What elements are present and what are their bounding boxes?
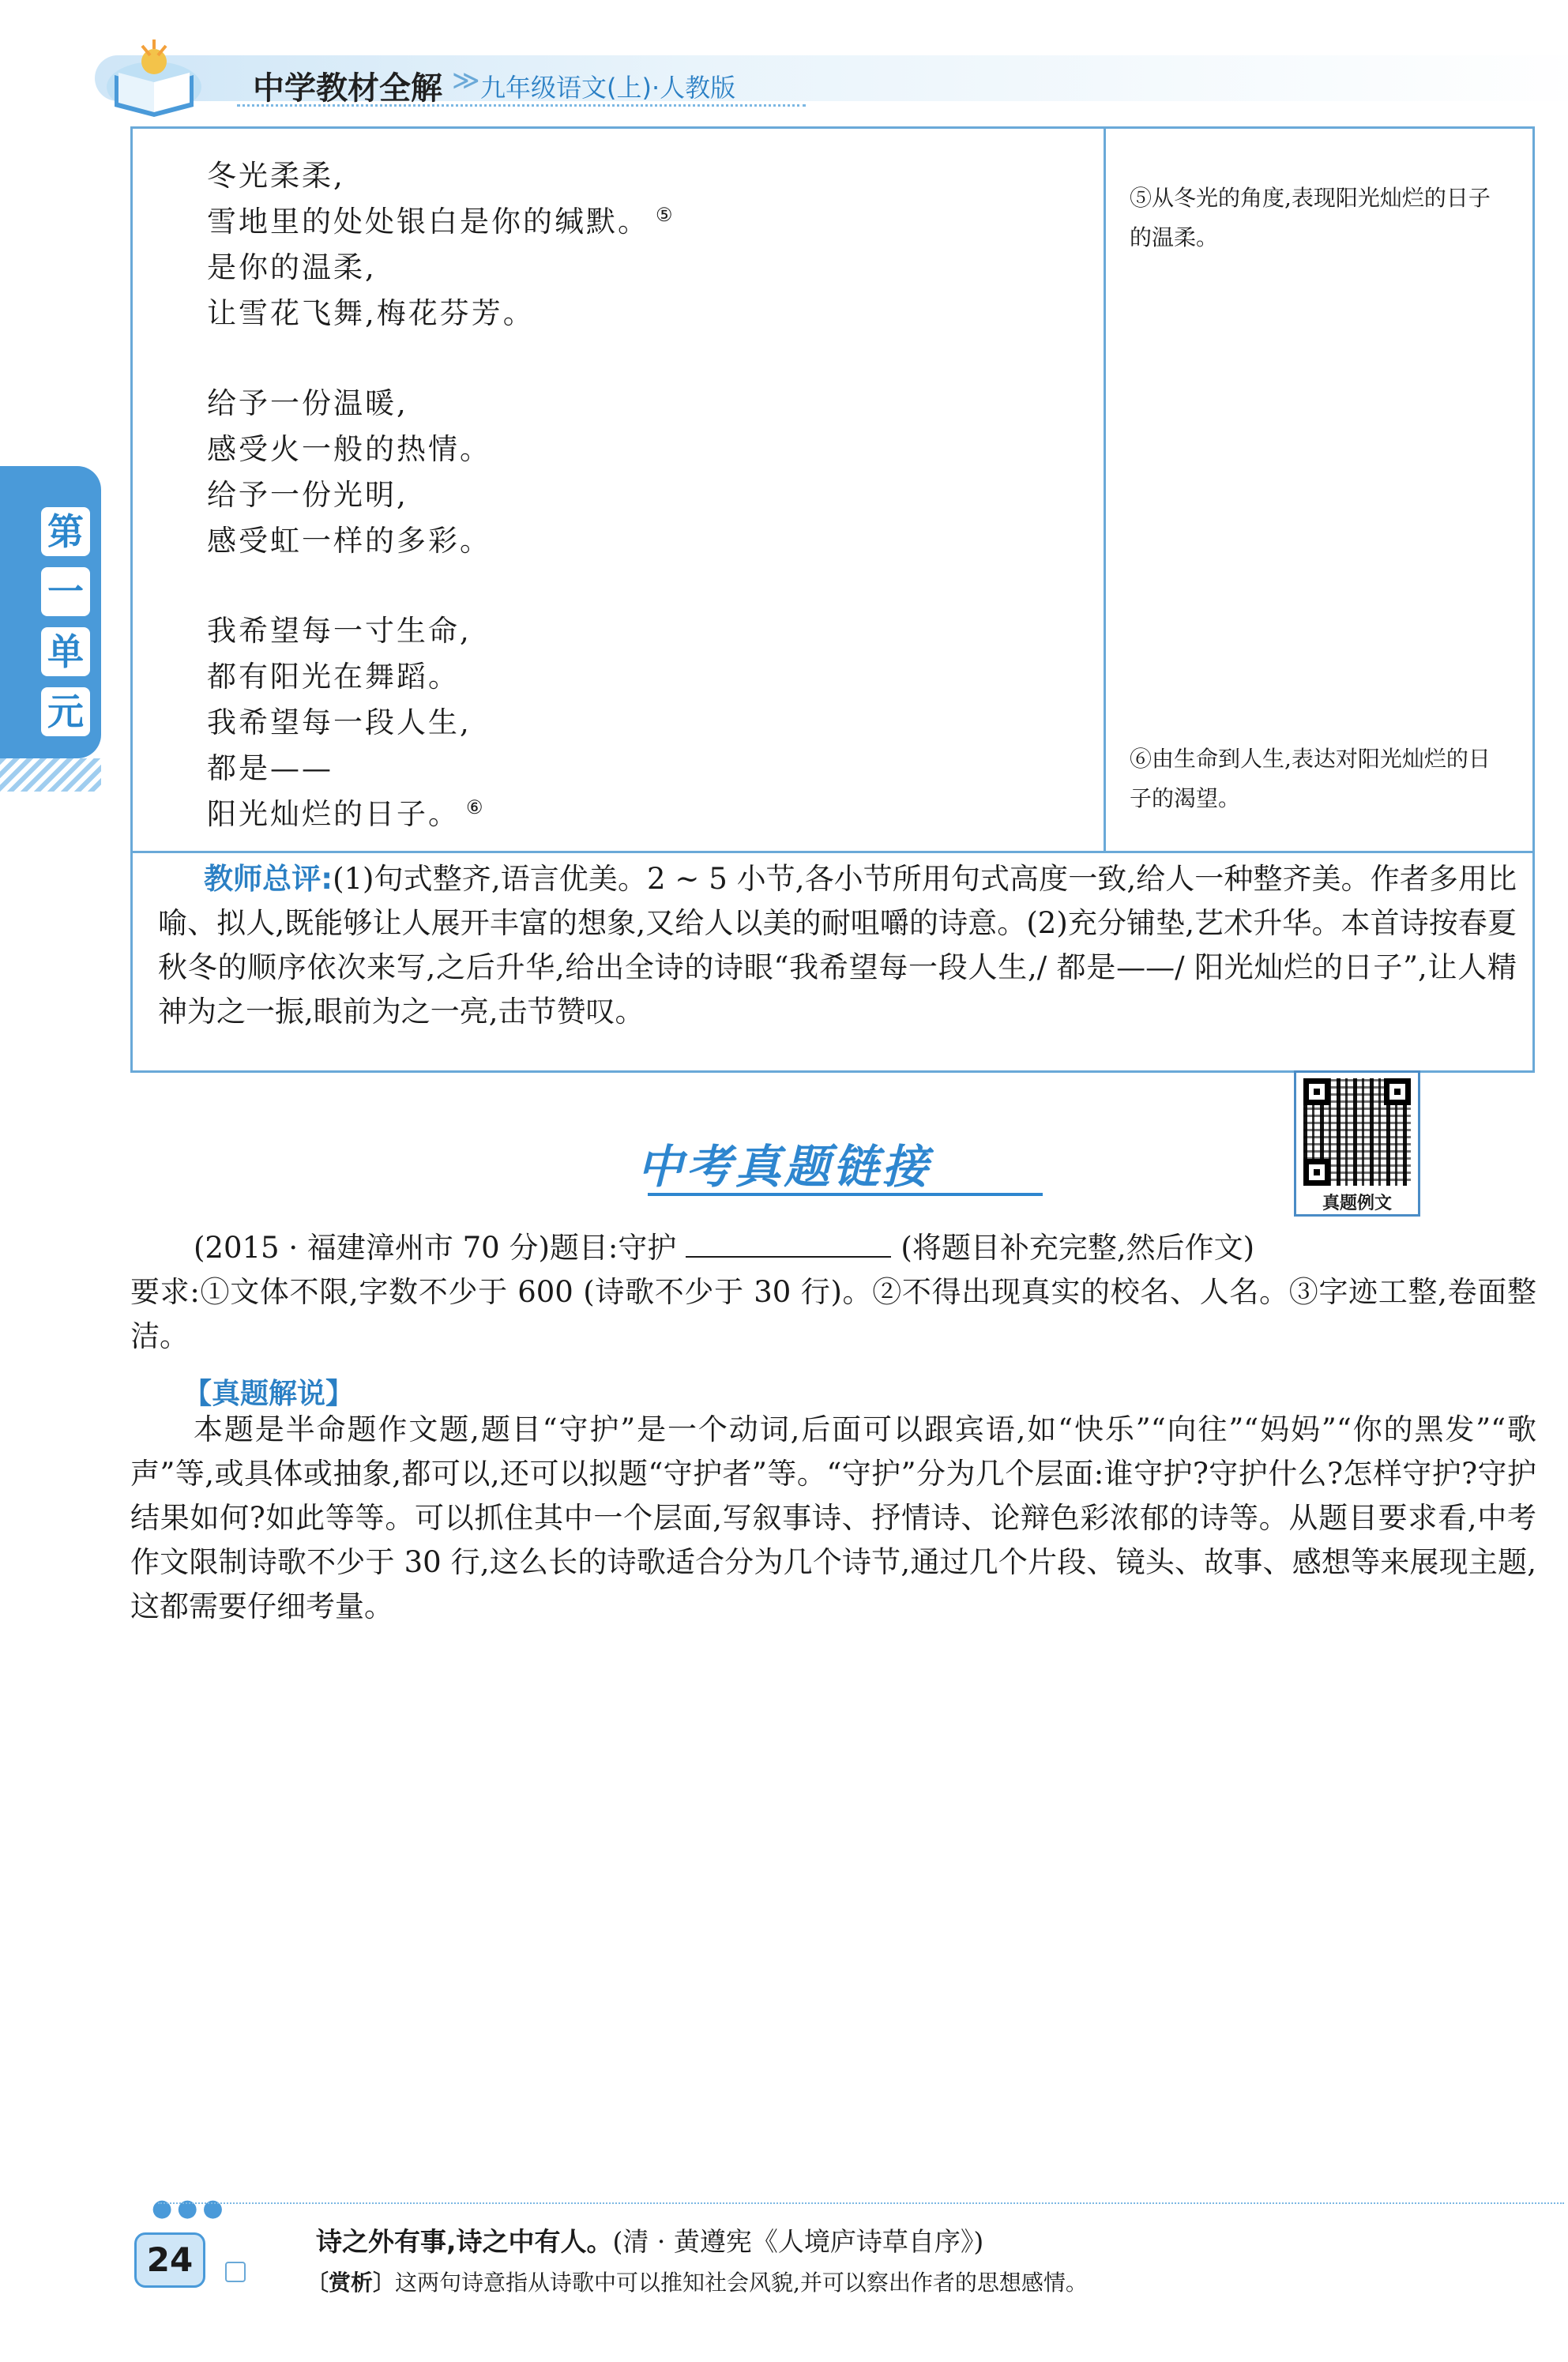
header-separator: ≫ <box>452 65 480 96</box>
qr-finder <box>1384 1078 1411 1105</box>
page-square-icon <box>225 2262 246 2282</box>
question-prefix: (2015 · 福建漳州市 70 分)题目:守护 <box>194 1231 677 1265</box>
poem-line: 都是—— <box>207 751 333 785</box>
footer-dotted-line <box>158 2202 1564 2204</box>
side-tab-stripes <box>0 758 101 792</box>
teacher-comment <box>158 857 1517 1034</box>
header-dotted-line <box>237 104 806 107</box>
poem-line: 我希望每一寸生命, <box>207 614 472 648</box>
poem-line: 是你的温柔, <box>207 250 377 284</box>
comment-label: 教师总评: <box>204 862 333 896</box>
poem-line <box>207 790 486 833</box>
poem-line-text: 阳光灿烂的日子。 <box>207 797 460 831</box>
poem-line: 感受虹一样的多彩。 <box>207 524 491 558</box>
side-note-5: ⑤从冬光的角度,表现阳光灿烂的日子的温柔。 <box>1130 185 1491 250</box>
footer-dots: ●●● <box>152 2195 228 2222</box>
page-number: 24 <box>134 2232 205 2288</box>
poem-line: 给予一份温暖, <box>207 386 408 420</box>
unit-char: 第 <box>41 507 90 556</box>
quote-source: (清 · 黄遵宪《人境庐诗草自序》) <box>612 2226 984 2257</box>
qr-finder <box>1303 1078 1330 1105</box>
footer-quote <box>316 2221 983 2259</box>
poem-line: 感受火一般的热情。 <box>207 432 491 466</box>
poem-line-text: 雪地里的处处银白是你的缄默。 <box>207 205 649 239</box>
analysis-text: 本题是半命题作文题,题目“守护”是一个动词,后面可以跟宾语,如“快乐”“向往”“妈妈”“你的黑发”“歌声”等,或具体或抽象,都可以,还可以拟题“守护者”等。“守护”分为几个层面:谁守护?守护什么?怎样守护?守护结果如何?如此等等。可以抓住其中一个层面,写叙事诗、抒情诗、论辩色彩浓郁的诗等。从题目要求看,中考作文限制诗歌不少于 30 行,这么长的诗歌适合分为几个诗节,通过几个片段、镜头、故事、感想等来展现主题,这都需要仔细考量。 <box>130 1412 1536 1623</box>
qr-finder <box>1303 1159 1330 1186</box>
analysis-heading: 【真题解说】 <box>183 1378 355 1410</box>
unit-char: 单 <box>41 627 90 676</box>
appreciation-text: 这两句诗意指从诗歌中可以推知社会风貌,并可以察出作者的思想感情。 <box>395 2270 1088 2296</box>
section-title-underline <box>648 1193 1043 1196</box>
appreciation-label: 〔赏析〕 <box>306 2270 396 2296</box>
book-logo-icon <box>95 32 213 118</box>
exam-question <box>130 1226 1536 1359</box>
side-note-6: ⑥由生命到人生,表达对阳光灿烂的日子的渴望。 <box>1130 746 1491 811</box>
unit-char: 元 <box>41 687 90 736</box>
question-requirement: 要求:①文体不限,字数不少于 600 (诗歌不少于 30 行)。②不得出现真实的校名、人名。③字迹工整,卷面整洁。 <box>130 1275 1536 1353</box>
poem-line <box>207 197 675 240</box>
unit-side-tab <box>0 466 101 758</box>
poem-line: 我希望每一段人生, <box>207 705 472 739</box>
qr-pattern <box>1303 1078 1411 1186</box>
qr-label: 真题例文 <box>1322 1194 1392 1213</box>
comment-text: (1)句式整齐,语言优美。2 ~ 5 小节,各小节所用句式高度一致,给人一种整齐美。作者多用比喻、拟人,既能够让人展开丰富的想象,又给人以美的耐咀嚼的诗意。(2)充分铺垫,艺术升华。本首诗按春夏秋冬的顺序依次来写,之后升华,给出全诗的诗眼“我希望每一段人生,/ 都是——/ 阳光灿烂的日子”,让人精神为之一振,眼前为之一亮,击节赞叹。 <box>158 862 1517 1029</box>
poem-line: 都有阳光在舞蹈。 <box>207 660 460 694</box>
poem-notes-divider <box>1104 126 1106 853</box>
poem-line: 冬光柔柔, <box>207 159 345 193</box>
title-blank <box>686 1229 891 1258</box>
footnote-marker-5: ⑤ <box>656 203 675 226</box>
question-suffix: (将题目补充完整,然后作文) <box>901 1231 1255 1265</box>
footnote-marker-6: ⑥ <box>466 795 486 818</box>
quote-main: 诗之外有事,诗之中有人。 <box>316 2226 613 2257</box>
footer-appreciation <box>306 2266 1088 2297</box>
brand-title: 中学教材全解 <box>253 70 442 107</box>
poem-line: 让雪花飞舞,梅花芬芳。 <box>207 296 535 330</box>
section-title: 中考真题链接 <box>637 1140 931 1194</box>
course-title: 九年级语文(上)·人教版 <box>480 73 736 103</box>
poem-line: 给予一份光明, <box>207 478 408 512</box>
unit-char: 一 <box>41 567 90 616</box>
